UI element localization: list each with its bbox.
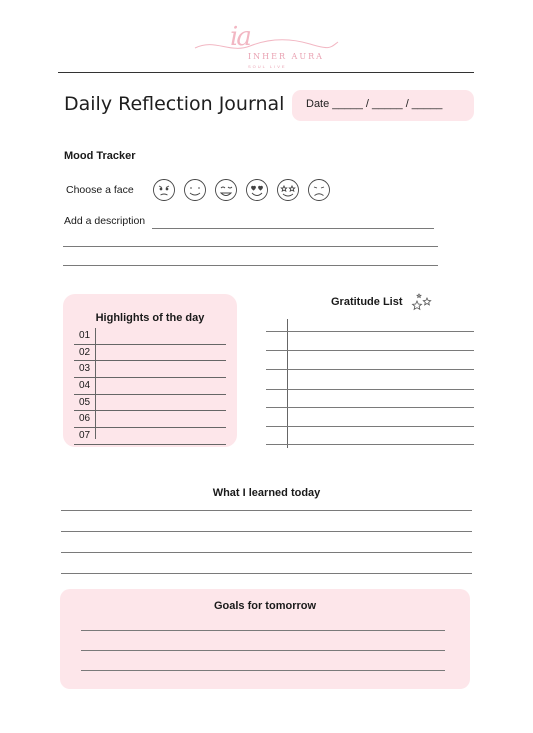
star-eyes-face-icon[interactable] — [278, 180, 299, 201]
description-label: Add a description — [64, 215, 146, 227]
learned-line[interactable] — [61, 510, 472, 511]
header-divider — [58, 72, 474, 73]
mood-faces — [151, 177, 331, 203]
goals-line[interactable] — [81, 670, 445, 671]
highlight-row[interactable] — [74, 378, 226, 395]
highlight-row[interactable] — [74, 411, 226, 428]
gratitude-line[interactable] — [266, 389, 474, 390]
highlight-row[interactable] — [74, 361, 226, 378]
row-number: 02 — [79, 346, 91, 358]
highlights-title: Highlights of the day — [95, 312, 205, 324]
winking-face-icon[interactable] — [216, 180, 237, 201]
goals-line[interactable] — [81, 650, 445, 651]
sad-face-icon[interactable] — [309, 180, 330, 201]
gratitude-line[interactable] — [266, 444, 474, 445]
logo-name: INHER AURA — [248, 52, 324, 61]
highlight-row[interactable] — [74, 428, 226, 445]
row-number: 06 — [79, 413, 91, 425]
goals-line[interactable] — [81, 630, 445, 631]
gratitude-line[interactable] — [266, 331, 474, 332]
highlight-row[interactable] — [74, 395, 226, 412]
learned-line[interactable] — [61, 531, 472, 532]
row-number: 07 — [79, 430, 91, 442]
row-number: 05 — [79, 396, 91, 408]
learned-title: What I learned today — [212, 487, 321, 499]
heart-eyes-face-icon[interactable] — [247, 180, 268, 201]
description-line[interactable] — [152, 228, 434, 229]
angry-face-icon[interactable] — [154, 180, 175, 201]
goals-title: Goals for tomorrow — [213, 600, 317, 612]
date-box[interactable] — [292, 90, 474, 121]
page-title: Daily Reflection Journal — [64, 93, 285, 115]
mood-tracker-heading: Mood Tracker — [64, 150, 136, 162]
row-number: 01 — [79, 330, 91, 341]
logo-monogram: ia — [230, 22, 250, 52]
description-line[interactable] — [63, 246, 438, 247]
gratitude-title: Gratitude List — [331, 296, 403, 308]
smiling-face-icon[interactable] — [185, 180, 206, 201]
description-line[interactable] — [63, 265, 438, 266]
highlights-list — [74, 328, 226, 445]
brand-logo — [190, 22, 340, 68]
gratitude-line[interactable] — [266, 426, 474, 427]
gratitude-line[interactable] — [266, 369, 474, 370]
sparkle-stars-icon — [411, 292, 435, 312]
gratitude-line[interactable] — [266, 350, 474, 351]
highlight-row[interactable] — [74, 345, 226, 362]
choose-face-label: Choose a face — [66, 184, 134, 196]
learned-line[interactable] — [61, 573, 472, 574]
row-number: 03 — [79, 363, 91, 375]
gratitude-column-divider — [287, 319, 288, 448]
date-field: Date _____ / _____ / _____ — [306, 98, 443, 110]
gratitude-line[interactable] — [266, 407, 474, 408]
row-number: 04 — [79, 380, 91, 392]
highlight-row[interactable] — [74, 328, 226, 345]
highlights-column-divider — [95, 328, 96, 439]
logo-tagline: SOUL LIVE — [248, 64, 287, 69]
learned-line[interactable] — [61, 552, 472, 553]
